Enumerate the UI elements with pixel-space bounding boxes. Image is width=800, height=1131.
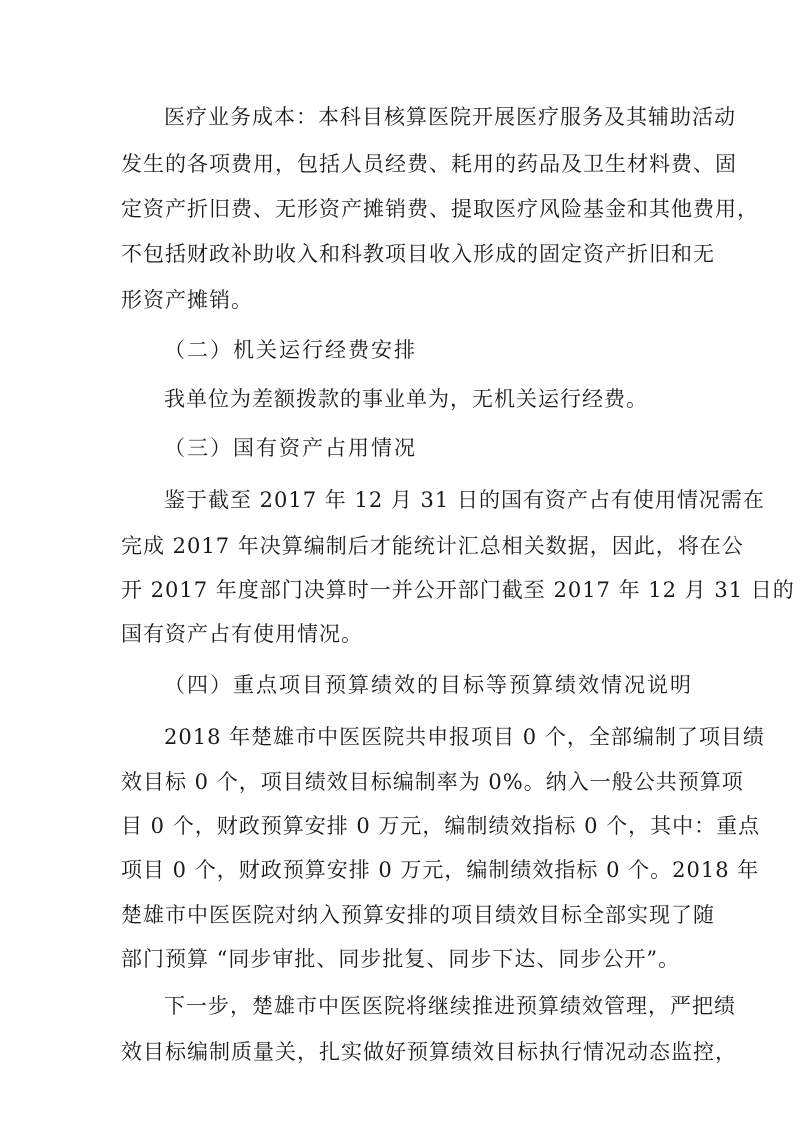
section-heading: （四）重点项目预算绩效的目标等预算绩效情况说明 [164, 673, 693, 697]
paragraph-line: 效目标编制质量关，扎实做好预算绩效目标执行情况动态监控， [121, 1040, 737, 1064]
paragraph-line: 效目标 0 个，项目绩效目标编制率为 0%。纳入一般公共预算项 [121, 770, 744, 794]
paragraph-line: 2018 年楚雄市中医医院共申报项目 0 个，全部编制了项目绩 [164, 725, 765, 749]
paragraph-line: 发生的各项费用，包括人员经费、耗用的药品及卫生材料费、固 [121, 152, 737, 176]
paragraph-line: 完成 2017 年决算编制后才能统计汇总相关数据，因此，将在公 [121, 534, 744, 558]
paragraph-line: 目 0 个，财政预算安排 0 万元，编制绩效指标 0 个，其中：重点 [121, 814, 761, 838]
paragraph-line: 项目 0 个，财政预算安排 0 万元，编制绩效指标 0 个。2018 年 [121, 858, 760, 882]
paragraph-line: 部门预算 “同步审批、同步批复、同步下达、同步公开”。 [121, 947, 681, 971]
section-heading: （三）国有资产占用情况 [164, 436, 417, 460]
paragraph-line: 楚雄市中医医院对纳入预算安排的项目绩效目标全部实现了随 [121, 903, 715, 927]
paragraph-line: 开 2017 年度部门决算时一并公开部门截至 2017 年 12 月 31 日的 [121, 578, 795, 602]
paragraph-line: 国有资产占有使用情况。 [121, 622, 363, 646]
paragraph-line: 医疗业务成本：本科目核算医院开展医疗服务及其辅助活动 [164, 105, 736, 129]
paragraph-line: 定资产折旧费、无形资产摊销费、提取医疗风险基金和其他费用， [121, 197, 759, 221]
paragraph-line: 鉴于截至 2017 年 12 月 31 日的国有资产占有使用情况需在 [164, 488, 765, 512]
paragraph-line: 形资产摊销。 [121, 288, 253, 312]
paragraph-line: 我单位为差额拨款的事业单为，无机关运行经费。 [164, 387, 648, 411]
paragraph-line: 下一步，楚雄市中医医院将继续推进预算绩效管理，严把绩 [164, 994, 736, 1018]
paragraph-line: 不包括财政补助收入和科教项目收入形成的固定资产折旧和无 [121, 242, 715, 266]
section-heading: （二）机关运行经费安排 [164, 338, 417, 362]
